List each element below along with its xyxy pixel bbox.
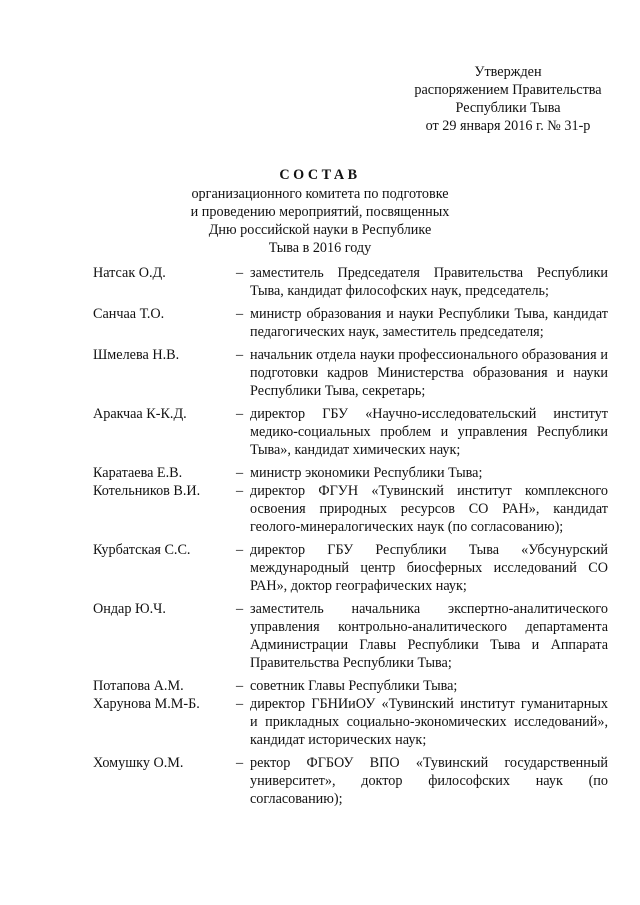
member-dash: – xyxy=(236,542,244,558)
member-name: Каратаева Е.В. xyxy=(93,465,183,481)
member-name: Санчаа Т.О. xyxy=(93,306,165,322)
member-row xyxy=(93,464,608,482)
member-name: Котельников В.И. xyxy=(93,483,201,499)
member-role: ректор ФГБОУ ВПО «Тувинский государственный университет», доктор философских наук (по согласованию); xyxy=(250,755,608,807)
member-dash: – xyxy=(236,678,244,694)
member-role: советник Главы Республики Тыва; xyxy=(250,678,458,694)
member-row xyxy=(93,405,608,459)
member-row xyxy=(93,600,608,672)
approval-line: от 29 января 2016 г. № 31-р xyxy=(425,118,591,134)
member-row xyxy=(93,677,608,695)
member-row xyxy=(93,695,608,749)
member-dash: – xyxy=(236,406,244,422)
document-title: СОСТАВ xyxy=(279,167,361,183)
member-role: директор ФГУН «Тувинский институт комплексного освоения природных ресурсов СО РАН», кандидат геолого-минералогических наук (по согласованию); xyxy=(250,483,608,535)
approval-line: распоряжением Правительства xyxy=(414,82,602,98)
document-subtitle-line: Дню российской науки в Республике xyxy=(208,222,432,238)
member-dash: – xyxy=(236,483,244,499)
member-name: Аракчаа К-К.Д. xyxy=(93,406,187,422)
member-name: Курбатская С.С. xyxy=(93,542,191,558)
member-name: Харунова М.М-Б. xyxy=(93,696,200,712)
member-row xyxy=(93,482,608,536)
member-name: Натсак О.Д. xyxy=(93,265,166,281)
member-row xyxy=(93,346,608,400)
member-dash: – xyxy=(236,601,244,617)
member-name: Хомушку О.М. xyxy=(93,755,184,771)
member-dash: – xyxy=(236,265,244,281)
approval-line: Республики Тыва xyxy=(455,100,561,116)
document-heading xyxy=(140,166,500,257)
member-name: Потапова А.М. xyxy=(93,678,184,694)
document-subtitle-line: организационного комитета по подготовке xyxy=(191,186,449,202)
member-role: директор ГБУ Республики Тыва «Убсунурский международный центр биосферных исследований СО РАН», доктор географических наук; xyxy=(250,542,608,594)
member-role: начальник отдела науки профессионального образования и подготовки кадров Министерства образования и науки Республики Тыва, секретарь; xyxy=(250,347,608,399)
member-dash: – xyxy=(236,306,244,322)
member-dash: – xyxy=(236,347,244,363)
member-row xyxy=(93,264,608,300)
member-name: Шмелева Н.В. xyxy=(93,347,180,363)
member-row xyxy=(93,541,608,595)
member-row xyxy=(93,754,608,808)
member-role: заместитель Председателя Правительства Республики Тыва, кандидат философских наук, председатель; xyxy=(250,265,608,299)
member-row xyxy=(93,305,608,341)
member-role: директор ГБНИиОУ «Тувинский институт гуманитарных и прикладных социально-экономических исследований», кандидат исторических наук; xyxy=(250,696,608,748)
member-list xyxy=(93,264,608,808)
approval-line: Утвержден xyxy=(474,64,542,80)
document-subtitle-line: и проведению мероприятий, посвященных xyxy=(190,204,450,220)
member-role: директор ГБУ «Научно-исследовательский институт медико-социальных проблем и управления Республики Тыва», кандидат химических наук; xyxy=(250,406,608,458)
member-role: министр экономики Республики Тыва; xyxy=(250,465,483,481)
member-dash: – xyxy=(236,755,244,771)
member-name: Ондар Ю.Ч. xyxy=(93,601,166,617)
member-dash: – xyxy=(236,465,244,481)
member-role: заместитель начальника экспертно-аналитического управления контрольно-аналитического департамента Администрации Главы Республики Тыва и Аппарата Правительства Республики Тыва; xyxy=(250,601,608,671)
approval-block xyxy=(398,63,618,135)
document-subtitle-line: Тыва в 2016 году xyxy=(268,240,372,256)
member-dash: – xyxy=(236,696,244,712)
member-role: министр образования и науки Республики Тыва, кандидат педагогических наук, заместитель председателя; xyxy=(250,306,608,340)
